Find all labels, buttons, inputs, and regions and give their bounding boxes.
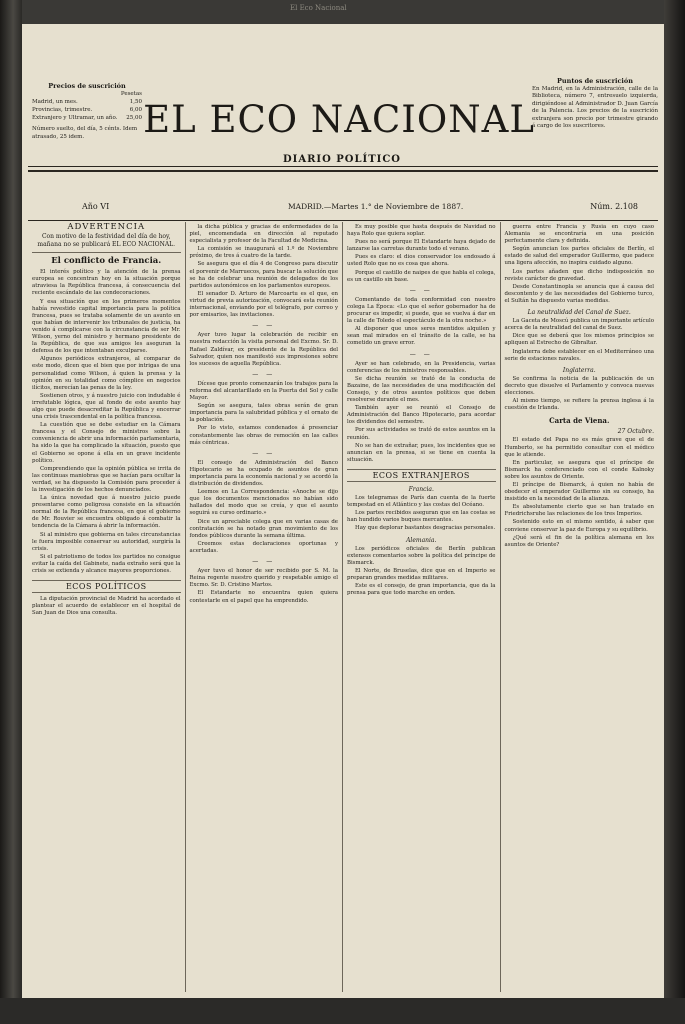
subsection-title: Carta de Viena. [549, 416, 610, 426]
price-label: Madrid, un mes. [32, 99, 78, 105]
left-binding [0, 0, 22, 1024]
column-2 [186, 222, 344, 992]
section-title: ECOS EXTRANJEROS [347, 469, 496, 482]
paragraph: Por sus actividades se trató de estos asuntos en la reunión. [347, 427, 496, 441]
letter-date: 27 Octubre. [617, 428, 654, 436]
masthead-rule-thick [28, 170, 658, 172]
paragraph: Es absolutamente cierto que se han tratado en Friedrichsruhe las relaciones de los tres Imperios. [504, 504, 654, 518]
paragraph: La Gaceta de Moscú publica un importante artículo acerca de la neutralidad del canal de Suez. [504, 318, 654, 332]
section-title: ECOS POLÍTICOS [32, 580, 181, 593]
subs-title: Puntos de suscrición [557, 77, 633, 85]
paragraph: Se confirma la noticia de la publicación de un decreto que disuelve el Parlamento y convoca nuevas elecciones. [504, 375, 654, 396]
paragraph: Según anuncian los partes oficiales de Berlín, el estado de salud del emperador Guillermo, que padece una ligera afección, no inspira cuidado alguno. [504, 246, 654, 267]
separator: — — [252, 558, 276, 566]
price-value: 6,00 [129, 107, 142, 113]
price-row [32, 114, 142, 122]
paragraph: Si al ministro que gobierna en tales circunstancias le fuera imposible conservar su autoridad, surgiría la crisis. [32, 531, 181, 552]
paragraph: El Norte, de Bruselas, dice que en el Imperio se preparan grandes medidas militares. [347, 567, 496, 582]
paragraph: La única novedad que á nuestro juicio puede presentarse como peligrosa consiste en la situación normal de la República francesa, en que el gobierno de Mr. Rouvier se encuentra obligado á combatir la tendencia de la Cámara á abrir la información. [32, 495, 181, 530]
separator: — — [252, 322, 276, 330]
paragraph: El estado del Papa no es más grave que el de Humberto, se ha permitido consultar con el médico que le atiende. [504, 437, 654, 458]
paragraph: Este es el consejo, de gran importancia, que da la prensa para que todo marche en orden. [347, 583, 496, 597]
paragraph: Los partes recibidos aseguran que en las costas se han hundido varios buques mercantes. [347, 510, 496, 524]
subscription-prices [32, 82, 142, 141]
paragraph: Por lo visto, estamos condenados á presenciar constantemente las obras de remoción en las calles más céntricas. [189, 425, 338, 446]
paragraph: Ayer tuvo lugar la celebración de recibir en nuestra redacción la visita personal del Excmo. Sr. D. Rafael Zaldívar, ex presidente de la República del Salvador, quien nos manifestó sus impresiones sobre los sucesos de aquella República. [189, 332, 338, 367]
paragraph: Los telegramas de París dan cuenta de la fuerte tempestad en el Atlántico y las costas del Océano. [347, 495, 496, 509]
dateline [28, 196, 658, 220]
price-row [32, 106, 142, 114]
paragraph: Pues no será porque El Estandarte haya dejado de lanzarse las carretas durante todo el verano. [347, 239, 496, 253]
advertencia-title: ADVERTENCIA [67, 222, 146, 232]
paragraph: Sostienen otros, y á nuestro juicio con indudable é irrefutable lógica, que al fondo de este asunto hay algo que puede desacreditar la República y encerrar una crisis trascendental en la política francesa. [32, 392, 181, 421]
article-title: El conflicto de Francia. [51, 256, 162, 267]
newspaper-page [22, 24, 664, 998]
paragraph: guerra entre Francia y Rusia en cuyo caso Alemania se encontraría en una posición perfectamente clara y definida. [504, 224, 654, 245]
paragraph: Algunos periódicos extranjeros, al comparar de este modo, dicen que el bien que por intrigas de una personalidad como Wilson, á quien la prensa y la opinión en su totalidad como cómplice en negocios ilícitos, merecían las penas de la ley. [32, 356, 181, 391]
right-binding [664, 0, 685, 1024]
subsection-title: Inglaterra. [562, 366, 596, 374]
paragraph: Se dicha reunión se trató de la conducta de Bazaine, de las necesidades de una modificación del Consejo, y de otros asuntos políticos que deben resolverse durante el mes. [347, 375, 496, 404]
paragraph: Según se asegura, tales obras serán de gran importancia para la salubridad pública y el ornato de la población. [189, 403, 338, 424]
paragraph: Ayer tuvo el honor de ser recibido por S. M. la Reina regente nuestro querido y respetable amigo el Excmo. Sr. D. Cristino Martos. [189, 568, 338, 589]
column-3 [343, 222, 501, 992]
subsection-title: Alemania. [406, 536, 437, 544]
paragraph: La cuestión que se debe estudiar en la Cámara francesa y el Consejo de ministros sobre la conveniencia de abrir una información parlamentaria, ha sido la que ha complicado la situación, puesto que el Gobierno se opone á ella en un grave incidente político. [32, 422, 181, 464]
subscription-points [532, 78, 658, 131]
price-label: Provincias, trimestre. [32, 107, 93, 113]
top-note: El Eco Nacional [290, 4, 347, 12]
masthead-rule [28, 166, 658, 167]
paragraph: Sostenido esto en el mismo sentido, á saber que conviene conservar la paz de Europa y su equilibrio. [504, 519, 654, 533]
paragraph: Comentando de toda conformidad con nuestro colega La Época: «Lo que el señor gobernador ha de procurar es impedir, si puede, que se vuelva á dar en la calle de Toledo el espectáculo de la otra noche.» [347, 296, 496, 325]
masthead [22, 24, 664, 165]
subsection-title: Francia. [408, 486, 434, 493]
issue-number: Núm. 2.108 [590, 202, 638, 211]
paragraph: Comprendiendo que la opinión pública se irrita de las continuas maniobras que se hacían para ocultar la verdad, se ha dispuesto la Comisión para proceder á la investigación de los hechos denunciados. [32, 465, 181, 493]
paragraph: Si el patriotismo de todos los partidos no consigue evitar la caída del Gabinete, nada extraño será que la crisis se extienda y alcance mayores proporciones. [32, 553, 181, 575]
subs-text: En Madrid, en la Administración, calle de la Biblioteca, número 7, entresuelo izquierda, dirigiéndose al Administrador D. Juan García de la Palencia. Los precios de la suscrición extranjera son precio por trimestre girando á cargo de los suscritores. [532, 85, 658, 129]
paragraph: Los partes añaden que dicho indisposición no reviste carácter de gravedad. [504, 268, 654, 282]
paragraph: Desde Constantinopla se anuncia que á causa del descontento y de las necesidades del Gobierno turco, el Sultán ha dispuesto varias medidas. [504, 283, 654, 304]
subsection-title: La neutralidad del Canal de Suez. [527, 309, 631, 317]
paragraph: Se asegura que el día 4 de Congreso para discutir el porvenir de Marruecos, para buscar la solución que se ha de celebrar una reunión de delegados de los partidos autonómicos en los parlamentos europeos. [189, 261, 339, 289]
prices-title: Precios de suscrición [48, 82, 126, 90]
paragraph: Los periódicos oficiales de Berlín publican extensos comentarios sobre la política del príncipe de Bismarck. [347, 545, 496, 566]
prices-header: Pesetas [120, 91, 142, 97]
paragraph: La comisión se inaugurará el 1.º de Noviembre próximo, de tres á cuatro de la tarde. [189, 246, 338, 260]
paragraph: En particular, se asegura que el príncipe de Bismarck ha conferenciado con el conde Kalnoky sobre los asuntos de Oriente. [504, 459, 654, 480]
paragraph: El interés político y la atención de la prensa europea se concentran hoy en la situación porque atraviesa la República francesa, á consecuencia del reciente escándalo de las condecoraciones. [32, 269, 181, 297]
columns [28, 222, 658, 992]
paragraph: Al disponer que unos seres mentidos alquilen y sean mal mirados en el tránsito de la calle, se ha cometido un grave error. [347, 326, 496, 347]
paragraph: Ayer se han celebrado, en la Presidencia, varias conferencias de los ministros responsables. [347, 360, 496, 374]
paragraph: Dícese que pronto comenzarán los trabajos para la reforma del alcantarillado en la Puerta del Sol y calle Mayor. [189, 380, 338, 402]
price-value: 25,00 [126, 115, 142, 121]
paragraph: Leemos en La Correspondencia: «Anoche se dijo que los documentos mencionados no habían sido hallados del modo que se creía, y que el asunto seguirá su curso ordinario.» [189, 489, 338, 517]
price-value: 1,50 [129, 99, 142, 105]
separator: — — [409, 350, 433, 358]
dateline-rule [28, 220, 658, 221]
paragraph: Inglaterra debe establecer en el Mediterráneo una serie de estaciones navales. [504, 348, 654, 362]
advertencia-text: Con motivo de la festividad del día de hoy, mañana no se publicará EL ECO NACIONAL. [32, 233, 181, 253]
paragraph: Dice un apreciable colega que en varias casas de contratación se ha notado gran movimiento de los fondos públicos durante la semana última. [189, 518, 338, 539]
prices-header-row [32, 90, 142, 98]
column-1 [28, 222, 186, 992]
paragraph: ¿Qué será el fin de la política alemana en los asuntos de Oriente? [504, 534, 654, 548]
paragraph: La diputación provincial de Madrid ha acordado el plantear el acuerdo de establecer en el hospital de San Juan de Dios una consulta. [32, 596, 181, 617]
prices-note: Número suelto, del día, 5 cénts. Idem atrasado, 25 idem. [32, 126, 138, 140]
price-label: Extranjero y Ultramar, un año. [32, 115, 118, 121]
newspaper-title: EL ECO NACIONAL [143, 98, 535, 141]
paragraph: Al mismo tiempo, se refiere la prensa inglesa á la cuestión de Irlanda. [504, 398, 654, 412]
paragraph: Dice que se deberá que los mismos principios se apliquen al Estrecho de Gibraltar. [504, 333, 654, 347]
column-4 [501, 222, 659, 992]
issue-date: MADRID.—Martes 1.° de Noviembre de 1887. [288, 202, 464, 211]
paragraph: El príncipe de Bismarck, á quien no había de obedecer el emperador Guillermo sin su consejo, ha insistido en la necesidad de la alianza. [504, 482, 654, 503]
paragraph: Creemos estas declaraciones oportunas y acertadas. [189, 540, 338, 554]
paragraph: Hay que deplorar bastantes desgracias personales. [355, 525, 496, 532]
paragraph: También ayer se reunió el Consejo de Administración del Banco Hipotecario, para acordar los dividendos del semestre. [347, 405, 496, 426]
paragraph: la dicha pública y gracias de enfermedades de la piel, encomendada en dirección al reputado especialista y profesor de la Facultad de Medicina. [189, 224, 338, 245]
paragraph: No se han de extrañar, pues, los incidentes que se anuncian en la prensa, si se tiene en cuenta la situación. [347, 442, 496, 463]
paragraph: El senador D. Arturo de Marcoartu es el que, en virtud de previa autorización, convocará esta reunión internacional, enviando por el telégrafo, por correo y por emisarios, las invitaciones. [189, 290, 338, 319]
separator: — — [252, 449, 276, 457]
separator: — — [409, 286, 433, 294]
paragraph: Y esa situación que en los primeros momentos había revestido capital importancia para la política francesa, pues se trataba solamente de un asunto en que habían de intervenir los tribunales de justicia, ha venido á complicarse con la circunstancia de ser Mr. Wilson, yerno del ministro y hermano presidente de la República, de que sus amigos les aseguran la defensa de los que intentaban exculparse. [32, 298, 181, 355]
paragraph: Porque el castillo de naipes de que habla el colega, es un castillo sin base. [347, 269, 496, 283]
newspaper-subtitle: DIARIO POLÍTICO [282, 154, 402, 165]
bottom-edge [0, 998, 685, 1024]
paragraph: Pues es claro: el dios conservador los endosado á usted Rolo que no es cosa que ahora. [347, 254, 496, 268]
paragraph: El consejo de Administración del Banco Hipotecario se ha ocupado de asuntos de gran importancia para la economía nacional y se acordó la distribución de dividendos. [189, 459, 338, 488]
paragraph: El Estandarte no encuentra quien quiera contestarle en el papel que ha emprendido. [189, 590, 338, 604]
year-label: Año VI [82, 202, 110, 211]
paragraph: Es muy posible que hasta después de Navidad no haya Rolo que quiera soplar. [347, 224, 496, 238]
separator: — — [252, 370, 276, 378]
price-row [32, 98, 142, 106]
